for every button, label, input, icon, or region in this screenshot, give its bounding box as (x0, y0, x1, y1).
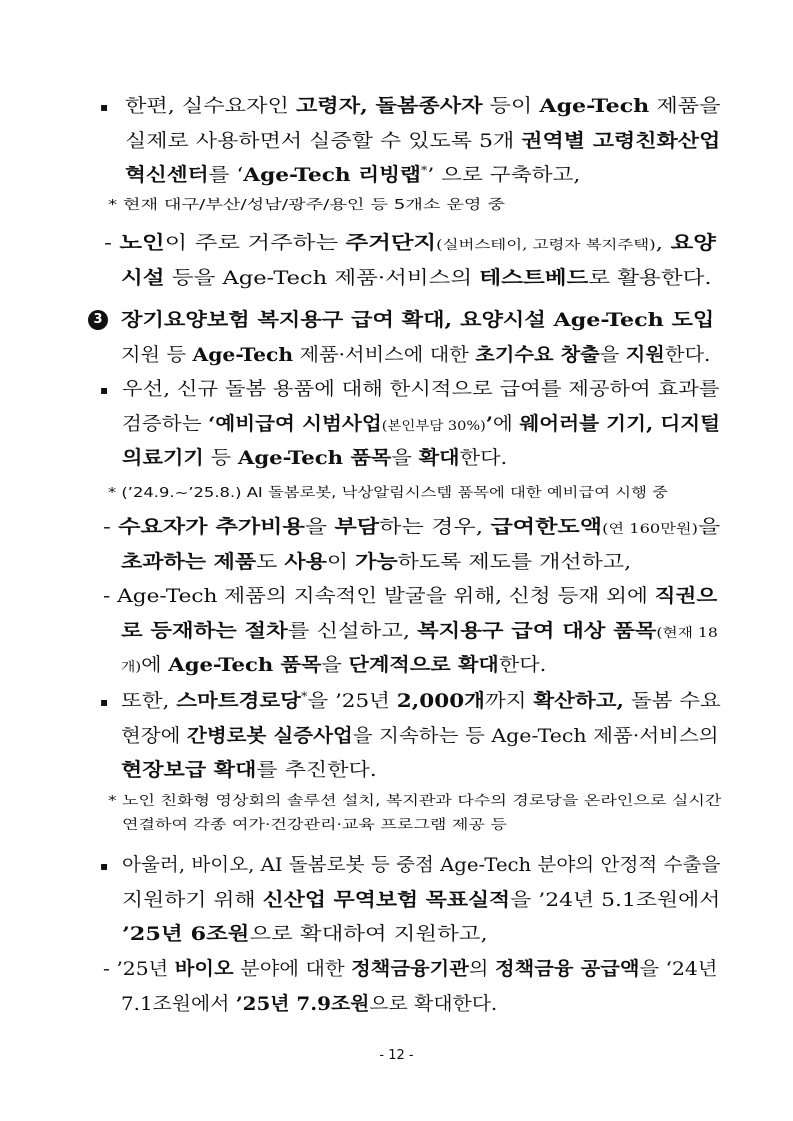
bold-text: 직권으 (654, 586, 718, 607)
bold-text: 초기수요 창출 (475, 344, 600, 366)
bold-text: 부담 (334, 517, 380, 538)
text-span: (연 160만원) (602, 522, 698, 537)
text-line (103, 513, 720, 539)
text-line (122, 444, 507, 470)
text-span: * 현재 대구/부산/성남/광주/용인 등 5개소 운영 중 (108, 197, 505, 213)
bold-text: 2,000개 (396, 691, 485, 712)
bold-text: ‘예비급여 시범사업 (208, 413, 382, 435)
text-line (121, 617, 718, 643)
text-line (103, 582, 717, 608)
text-span: - Age-Tech 제품의 지속적인 발굴을 위해, 신청 등재 외에 (103, 586, 655, 607)
text-span: 한다. (498, 655, 547, 676)
text-span: 을 (321, 655, 349, 676)
text-span: 우선, 신규 돌봄 용품에 대해 한시적으로 급여를 제공하여 효과를 (122, 379, 720, 400)
text-span: 으로 확대한다. (369, 993, 498, 1015)
text-span: 한다. (664, 344, 711, 366)
footnote-line (122, 813, 507, 833)
text-span: 의 (468, 959, 495, 980)
text-line (122, 851, 720, 877)
text-span: * (300, 689, 308, 703)
text-span: 한편, 실수요자인 (125, 96, 296, 117)
bold-text: 혁신센터 (125, 165, 209, 186)
text-span: 지원하기 위해 (122, 889, 263, 911)
text-line (121, 341, 710, 367)
bold-text: 로 등재하는 절차 (121, 620, 288, 642)
text-span: 등 (203, 448, 238, 469)
text-span: , (655, 233, 671, 254)
text-span: * (’24.9.~’25.8.) AI 돌봄로봇, 낙상알림시스템 품목에 대한 예비급여 시행 중 (108, 485, 668, 501)
section-number-badge: 3 (88, 310, 108, 330)
bold-text: 고령자, 돌봄종사자 (295, 96, 483, 117)
text-span: * 노인 친화형 영상회의 솔루션 설치, 복지관과 다수의 경로당을 온라인으로 실시간 (108, 793, 722, 809)
text-line (121, 548, 631, 574)
bold-text: 웨어러블 기기, 디지털 (519, 413, 721, 435)
bold-text: 단계적으로 확대 (348, 655, 499, 676)
bold-text: Age-Tech 리빙랩 (243, 165, 421, 186)
text-span: 으로 확대하여 지원하고, (249, 924, 488, 945)
bold-text: 테스트베드 (479, 267, 589, 289)
text-line (125, 92, 721, 118)
bullet-marker: ▪ (100, 859, 109, 873)
text-span: 돌봄 수요 (623, 691, 721, 712)
text-span: - ’25년 (103, 959, 175, 980)
bold-text: 수요자가 추가비용 (118, 517, 305, 538)
text-span: 지원 등 (121, 344, 193, 366)
text-span: (본인부담 30%) (381, 418, 486, 434)
bold-text: 현장보급 확대 (121, 760, 257, 781)
text-line (122, 920, 488, 946)
text-span: - (104, 233, 120, 254)
bold-text: 스마트경로당 (176, 691, 301, 712)
bold-text: 복지용구 급여 대상 품목 (417, 620, 657, 642)
text-span: 한다. (459, 448, 508, 469)
bold-text: Age-Tech 품목 (237, 448, 392, 469)
text-span: 을 ’24년 5.1조원에서 (510, 889, 721, 911)
text-span: 등이 (482, 96, 540, 117)
text-span: 를 추진한다. (256, 760, 377, 781)
text-span: ’ 으로 구축하고, (427, 165, 581, 186)
bold-text: 주거단지 (345, 233, 437, 254)
text-span: 를 신설하고, (287, 620, 418, 642)
text-line (121, 722, 719, 748)
footnote-line (108, 481, 668, 501)
text-span: - (103, 517, 119, 538)
bold-text: ’25년 7.9조원 (235, 993, 370, 1015)
text-span: 등을 Age-Tech 제품·서비스의 (164, 267, 480, 289)
text-line (121, 264, 712, 290)
text-span: * (420, 163, 428, 177)
page-number: - 12 - (379, 1048, 414, 1063)
bold-text: 바이오 (174, 959, 234, 980)
bold-text: Age-Tech 품목 (168, 655, 322, 676)
bold-text: 권역별 고령친화산업 (521, 130, 721, 152)
text-line (125, 127, 720, 153)
text-span: 개) (121, 660, 142, 675)
footnote-line (108, 789, 721, 809)
text-span: 이 주로 거주하는 (164, 233, 346, 254)
bold-text: Age-Tech (192, 344, 294, 366)
text-line (125, 161, 580, 187)
bold-text: 정책금융 공급액 (494, 959, 640, 980)
bold-text: ’25년 6조원 (122, 924, 250, 945)
text-line (103, 955, 717, 981)
text-line (121, 651, 546, 677)
text-line (121, 687, 721, 713)
bold-text: ’ (485, 413, 493, 435)
bold-text: Age-Tech (539, 96, 650, 117)
text-line (121, 756, 377, 782)
text-span: 에 (492, 413, 520, 435)
bold-text: 노인 (119, 233, 165, 254)
text-line (121, 306, 714, 332)
bold-text: 시설 (121, 267, 165, 289)
text-span: 도 (256, 551, 285, 573)
text-line (122, 886, 720, 912)
text-span: 제품을 (649, 96, 721, 117)
bold-text: 의료기기 (122, 448, 204, 469)
bold-text: 장기요양보험 복지용구 급여 확대, 요양시설 Age-Tech 도입 (121, 310, 715, 331)
text-span: 하는 경우, (379, 517, 491, 538)
bold-text: 정책금융기관 (351, 959, 469, 980)
bold-text: 신산업 무역보험 목표실적 (262, 889, 511, 911)
text-line (122, 410, 720, 436)
text-span: 하도록 제도를 개선하고, (397, 551, 632, 573)
text-span: 검증하는 (122, 413, 209, 435)
bold-text: 초과하는 제품 (121, 551, 257, 573)
bullet-marker: ▪ (100, 383, 109, 397)
text-span: 를 ‘ (208, 165, 244, 186)
text-line (104, 229, 716, 255)
text-span: (실버스테이, 고령자 복지주택) (436, 238, 656, 253)
bold-text: 요양 (670, 233, 716, 254)
bold-text: 가능 (355, 551, 398, 573)
text-span: 을 ’25년 (307, 691, 397, 712)
text-line (122, 375, 719, 401)
text-span: 을 ‘24년 (639, 959, 718, 980)
text-span: 로 활용한다. (588, 267, 712, 289)
text-span: 아울러, 바이오, AI 돌봄로봇 등 중점 Age-Tech 분야의 안정적 수출을 (122, 855, 721, 876)
text-span: 또한, (121, 691, 177, 712)
bold-text: 확대 (418, 448, 460, 469)
text-span: 까지 (484, 691, 534, 712)
text-span: 을 (697, 517, 721, 538)
bullet-marker: ▪ (100, 695, 109, 709)
bold-text: 확산하고, (533, 691, 624, 712)
text-span: 을 (391, 448, 419, 469)
bold-text: 지원 (625, 344, 665, 366)
text-span: 연결하여 각종 여가·건강관리·교육 프로그램 제공 등 (122, 816, 507, 833)
footnote-line (108, 193, 505, 213)
bold-text: 사용 (284, 551, 327, 573)
bold-text: 간병로봇 실증사업 (187, 725, 353, 747)
text-span: 7.1조원에서 (121, 993, 236, 1015)
text-span: 을 지속하는 등 Age-Tech 제품·서비스의 (352, 725, 719, 747)
bullet-marker: ▪ (100, 100, 109, 114)
text-span: 에 (141, 655, 169, 676)
text-span: 을 (304, 517, 335, 538)
bold-text: 급여한도액 (490, 517, 603, 538)
text-span: (현재 18 (656, 625, 718, 641)
text-span: 현장에 (121, 725, 188, 747)
text-span: 실제로 사용하면서 실증할 수 있도록 5개 (125, 130, 522, 152)
text-span: 제품·서비스에 대한 (293, 344, 476, 366)
text-line (121, 990, 497, 1016)
text-span: 을 (599, 344, 626, 366)
text-span: 이 (326, 551, 356, 573)
text-span: 분야에 대한 (233, 959, 352, 980)
